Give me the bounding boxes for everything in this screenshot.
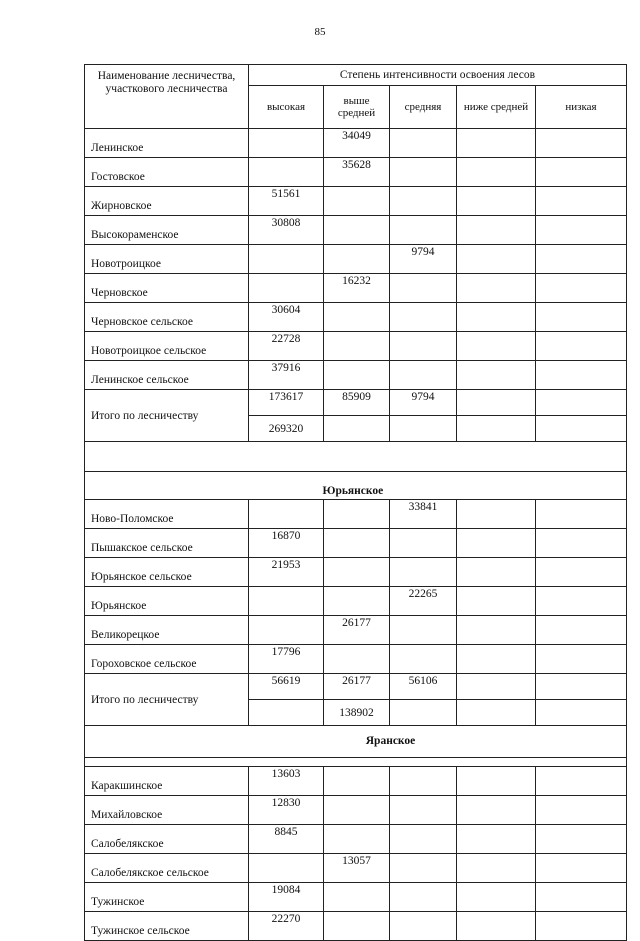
table-row (85, 645, 627, 674)
value-average (390, 645, 457, 674)
value-low (536, 245, 627, 274)
section-header (85, 726, 627, 758)
value-below-average (457, 500, 536, 529)
table-row (85, 187, 627, 216)
value-high (249, 587, 324, 616)
column-header-below-average: ниже средней (457, 86, 536, 129)
table-row (85, 616, 627, 645)
value-above-average (324, 883, 390, 912)
value-below-average (457, 274, 536, 303)
table-row (85, 767, 627, 796)
value-high: 17796 (249, 645, 324, 674)
value-low (536, 912, 627, 941)
value-average (390, 854, 457, 883)
value-low (536, 158, 627, 187)
value-high (249, 500, 324, 529)
value-high: 30808 (249, 216, 324, 245)
value-high (249, 274, 324, 303)
value-below-average (457, 796, 536, 825)
table-row (85, 303, 627, 332)
value-low (536, 825, 627, 854)
table-row (85, 558, 627, 587)
value-average (390, 187, 457, 216)
forestry-name: Михайловское (85, 796, 249, 825)
column-header-average: средняя (390, 86, 457, 129)
value-average (390, 332, 457, 361)
total-average: 9794 (390, 390, 457, 416)
table-row (85, 332, 627, 361)
value-low (536, 529, 627, 558)
value-below-average (457, 587, 536, 616)
value-high: 8845 (249, 825, 324, 854)
value-above-average: 16232 (324, 274, 390, 303)
column-header-above-average: выше средней (324, 86, 390, 129)
table-row (85, 216, 627, 245)
value-low (536, 187, 627, 216)
forestry-name: Пышакское сельское (85, 529, 249, 558)
table-row (85, 361, 627, 390)
value-above-average (324, 529, 390, 558)
value-below-average (457, 216, 536, 245)
value-high: 12830 (249, 796, 324, 825)
value-low (536, 303, 627, 332)
total-label: Итого по лесничеству (85, 390, 249, 442)
forestry-name: Юрьянское сельское (85, 558, 249, 587)
section-header (85, 472, 627, 500)
forestry-name: Гороховское сельское (85, 645, 249, 674)
forestry-name: Ленинское сельское (85, 361, 249, 390)
value-low (536, 883, 627, 912)
value-above-average (324, 796, 390, 825)
value-below-average (457, 558, 536, 587)
section-title: Юрьянское (249, 472, 627, 500)
value-above-average (324, 912, 390, 941)
table-row (85, 825, 627, 854)
table-row (85, 883, 627, 912)
value-average (390, 361, 457, 390)
value-low (536, 854, 627, 883)
forestry-name: Новотроицкое (85, 245, 249, 274)
forestry-name: Тужинское (85, 883, 249, 912)
value-high (249, 129, 324, 158)
forestry-name: Салобелякское сельское (85, 854, 249, 883)
forestry-name: Высокораменское (85, 216, 249, 245)
value-low (536, 274, 627, 303)
value-below-average (457, 158, 536, 187)
forestry-name: Новотроицкое сельское (85, 332, 249, 361)
value-above-average: 34049 (324, 129, 390, 158)
value-high: 22270 (249, 912, 324, 941)
value-high: 37916 (249, 361, 324, 390)
value-high: 21953 (249, 558, 324, 587)
total-below-average (457, 674, 536, 700)
value-above-average: 26177 (324, 616, 390, 645)
value-above-average (324, 361, 390, 390)
table-row (85, 796, 627, 825)
total-high: 56619 (249, 674, 324, 700)
value-high (249, 245, 324, 274)
column-header-low: низкая (536, 86, 627, 129)
value-above-average: 35628 (324, 158, 390, 187)
value-average (390, 616, 457, 645)
value-below-average (457, 854, 536, 883)
total-label: Итого по лесничеству (85, 674, 249, 726)
value-above-average (324, 825, 390, 854)
page-number: 85 (314, 26, 326, 38)
table-row (85, 500, 627, 529)
value-above-average: 13057 (324, 854, 390, 883)
table-row (85, 854, 627, 883)
forestry-name: Гостовское (85, 158, 249, 187)
forestry-name: Жирновское (85, 187, 249, 216)
table-row (85, 587, 627, 616)
column-header-high: высокая (249, 86, 324, 129)
value-average (390, 883, 457, 912)
value-below-average (457, 332, 536, 361)
value-average (390, 558, 457, 587)
value-low (536, 645, 627, 674)
value-high (249, 158, 324, 187)
value-above-average (324, 558, 390, 587)
value-below-average (457, 645, 536, 674)
value-low (536, 616, 627, 645)
value-average (390, 912, 457, 941)
total-low (536, 674, 627, 700)
value-high: 30604 (249, 303, 324, 332)
total-average: 56106 (390, 674, 457, 700)
table-row (85, 274, 627, 303)
grand-total: 269320 (249, 416, 324, 442)
value-below-average (457, 129, 536, 158)
forestry-name: Ленинское (85, 129, 249, 158)
value-average (390, 158, 457, 187)
forest-intensity-table (84, 64, 627, 941)
value-low (536, 796, 627, 825)
forestry-name: Ново-Поломское (85, 500, 249, 529)
value-below-average (457, 361, 536, 390)
value-high: 19084 (249, 883, 324, 912)
value-high: 16870 (249, 529, 324, 558)
value-below-average (457, 825, 536, 854)
value-high: 13603 (249, 767, 324, 796)
total-row (85, 390, 627, 416)
value-average (390, 825, 457, 854)
value-average (390, 129, 457, 158)
section-title: Яранское (85, 726, 627, 758)
value-low (536, 767, 627, 796)
value-low (536, 216, 627, 245)
total-low (536, 390, 627, 416)
value-low (536, 587, 627, 616)
value-below-average (457, 187, 536, 216)
value-below-average (457, 245, 536, 274)
value-average (390, 303, 457, 332)
value-average (390, 274, 457, 303)
intensity-group-header: Степень интенсивности освоения лесов (249, 65, 627, 86)
value-low (536, 500, 627, 529)
table-row (85, 129, 627, 158)
value-high: 51561 (249, 187, 324, 216)
table-row (85, 912, 627, 941)
value-average (390, 216, 457, 245)
total-high: 173617 (249, 390, 324, 416)
value-low (536, 361, 627, 390)
spacer-row (85, 442, 627, 472)
value-average: 33841 (390, 500, 457, 529)
value-average: 22265 (390, 587, 457, 616)
value-above-average (324, 245, 390, 274)
value-below-average (457, 303, 536, 332)
forestry-name: Юрьянское (85, 587, 249, 616)
forestry-name: Салобелякское (85, 825, 249, 854)
table-row (85, 158, 627, 187)
value-high (249, 616, 324, 645)
value-low (536, 129, 627, 158)
table-row (85, 245, 627, 274)
value-average (390, 529, 457, 558)
value-high (249, 854, 324, 883)
value-below-average (457, 767, 536, 796)
value-low (536, 332, 627, 361)
total-above-average: 26177 (324, 674, 390, 700)
grand-total: 138902 (324, 700, 390, 726)
value-above-average (324, 500, 390, 529)
value-average (390, 767, 457, 796)
total-above-average: 85909 (324, 390, 390, 416)
forestry-name: Великорецкое (85, 616, 249, 645)
value-above-average (324, 767, 390, 796)
value-below-average (457, 616, 536, 645)
value-below-average (457, 529, 536, 558)
value-below-average (457, 883, 536, 912)
forestry-name: Черновское сельское (85, 303, 249, 332)
value-above-average (324, 187, 390, 216)
name-column-header: Наименование лесничества, участкового лесничества (85, 65, 249, 129)
value-above-average (324, 587, 390, 616)
forestry-name: Тужинское сельское (85, 912, 249, 941)
value-average (390, 796, 457, 825)
value-below-average (457, 912, 536, 941)
value-average: 9794 (390, 245, 457, 274)
forestry-name: Черновское (85, 274, 249, 303)
value-low (536, 558, 627, 587)
value-above-average (324, 303, 390, 332)
total-row (85, 674, 627, 700)
total-below-average (457, 390, 536, 416)
value-above-average (324, 216, 390, 245)
value-above-average (324, 645, 390, 674)
value-above-average (324, 332, 390, 361)
table-row (85, 529, 627, 558)
value-high: 22728 (249, 332, 324, 361)
spacer-row (85, 758, 627, 767)
forestry-name: Каракшинское (85, 767, 249, 796)
